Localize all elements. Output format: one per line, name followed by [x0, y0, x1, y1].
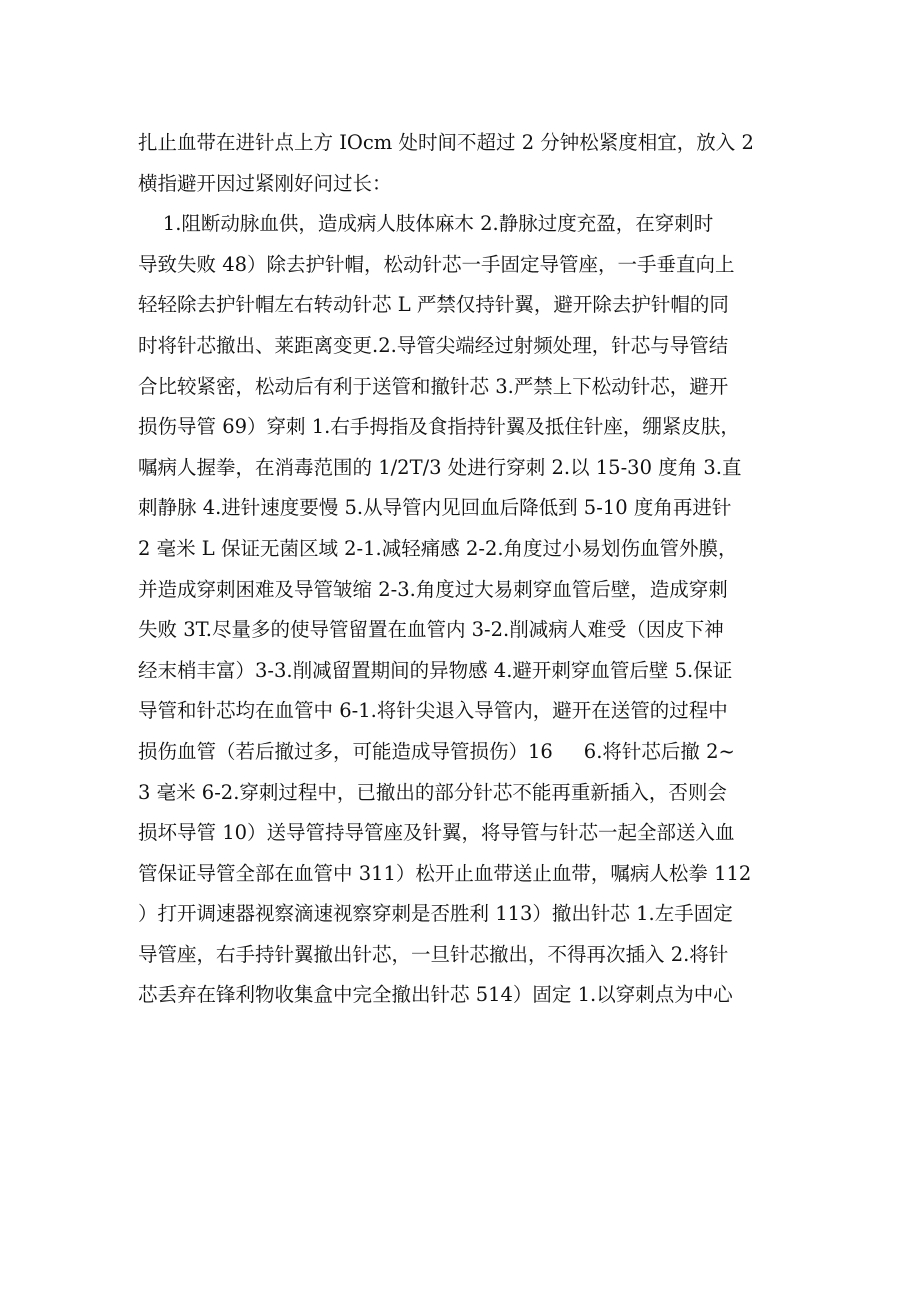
text-line: 损坏导管 10）送导管持导管座及针翼，将导管与针芯一起全部送入血	[138, 821, 735, 845]
text-line: 扎止血带在进针点上方 IOcm 处时间不超过 2 分钟松紧度相宜，放入 2	[138, 131, 754, 154]
text-line: 轻轻除去护针帽左右转动针芯 L 严禁仅持针翼，避开除去护针帽的同	[138, 293, 729, 317]
text-line: 导致失败 48）除去护针帽，松动针芯一手固定导管座，一手垂直向上	[138, 252, 735, 276]
text-line: 损伤血管（若后撤过多，可能造成导管损伤）16 6.将针芯后撤 2~	[138, 739, 735, 763]
text-line: 嘱病人握拳，在消毒范围的 1/2T/3 处进行穿刺 2.以 15-30 度角 3.直	[138, 455, 742, 479]
text-line: 芯丢弃在锋利物收集盒中完全撤出针芯 514）固定 1.以穿刺点为中心	[138, 983, 733, 1007]
text-line: 失败 3T.尽量多的使导管留置在血管内 3-2.削减病人难受（因皮下神	[138, 618, 724, 642]
text-line: 3 毫米 6-2.穿刺过程中，已撤出的部分针芯不能再重新插入，否则会	[138, 780, 727, 804]
text-line: 1.阻断动脉血供，造成病人肢体麻木 2.静脉过度充盈，在穿刺时	[138, 212, 714, 236]
text-line: 刺静脉 4.进针速度要慢 5.从导管内见回血后降低到 5-10 度角再进针	[138, 496, 732, 520]
text-line: 横指避开因过紧刚好问过长：	[138, 171, 392, 195]
text-line: 时将针芯撤出、莱距离变更.2.导管尖端经过射频处理，针芯与导管结	[138, 333, 729, 357]
text-line: 损伤导管 69）穿刺 1.右手拇指及食指持针翼及抵住针座，绷紧皮肤，	[138, 415, 740, 439]
text-line: 2 毫米 L 保证无菌区域 2-1.减轻痛感 2-2.角度过小易划伤血管外膜，	[138, 536, 738, 560]
text-line: 并造成穿刺困难及导管皱缩 2-3.角度过大易刺穿血管后壁，造成穿刺	[138, 577, 728, 601]
text-line: 导管和针芯均在血管中 6-1.将针尖退入导管内，避开在送管的过程中	[138, 699, 728, 723]
text-line: ）打开调速器视察滴速视察穿刺是否胜利 113）撤出针芯 1.左手固定	[138, 902, 733, 926]
body-text	[138, 123, 808, 1016]
text-line: 管保证导管全部在血管中 311）松开止血带送止血带，嘱病人松拳 112	[138, 861, 752, 885]
text-line: 经末梢丰富）3-3.削减留置期间的异物感 4.避开刺穿血管后壁 5.保证	[138, 658, 733, 682]
text-line: 合比较紧密，松动后有利于送管和撤针芯 3.严禁上下松动针芯，避开	[138, 374, 729, 398]
text-line: 导管座，右手持针翼撤出针芯，一旦针芯撤出，不得再次插入 2.将针	[138, 942, 729, 966]
